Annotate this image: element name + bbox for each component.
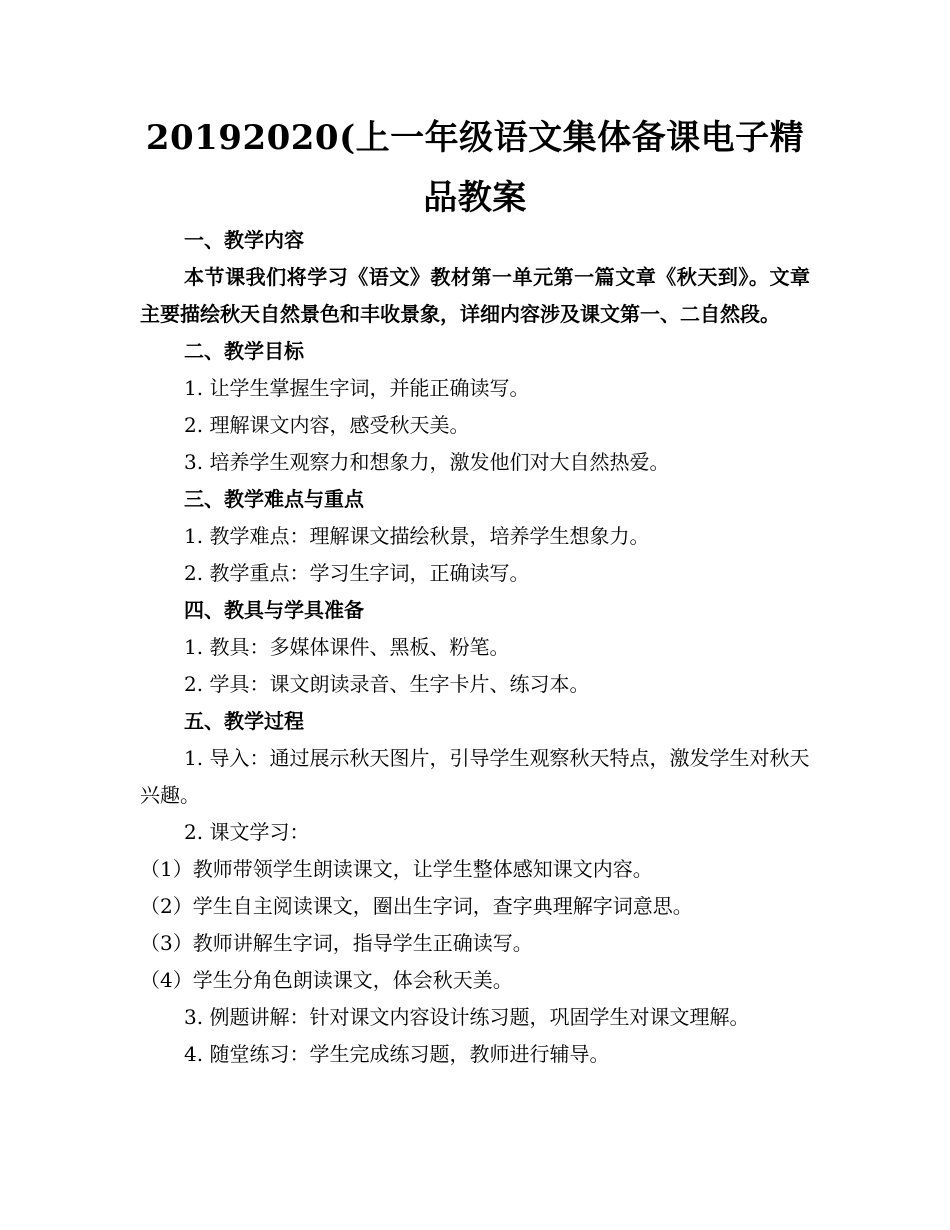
list-item: 3. 例题讲解：针对课文内容设计练习题，巩固学生对课文理解。 (184, 1005, 750, 1029)
document-title: 20192020(上一年级语文集体备课电子精品教案 (145, 118, 805, 218)
list-item: 2. 学具：课文朗读录音、生字卡片、练习本。 (184, 672, 590, 696)
sub-list-item: （1）教师带领学生朗读课文，让学生整体感知课文内容。 (140, 857, 653, 881)
list-item: 1. 教学难点：理解课文描绘秋景，培养学生想象力。 (184, 524, 650, 548)
document-body (140, 222, 810, 1073)
sub-list-item: （3）教师讲解生字词，指导学生正确读写。 (140, 931, 533, 955)
sub-list-item: （4）学生分角色朗读课文，体会秋天美。 (140, 968, 513, 992)
list-item: 3. 培养学生观察力和想象力，激发他们对大自然热爱。 (184, 450, 670, 474)
list-item: 1. 导入：通过展示秋天图片，引导学生观察秋天特点，激发学生对秋天兴趣。 (140, 746, 810, 807)
list-item: 1. 让学生掌握生字词，并能正确读写。 (184, 376, 530, 400)
section-heading-goals: 二、教学目标 (184, 339, 304, 363)
list-item: 2. 教学重点：学习生字词，正确读写。 (184, 561, 530, 585)
list-item: 4. 随堂练习：学生完成练习题，教师进行辅导。 (184, 1042, 610, 1066)
section-heading-process: 五、教学过程 (184, 709, 304, 733)
list-item: 2. 课文学习： (184, 820, 310, 844)
sub-list-item: （2）学生自主阅读课文，圈出生字词，查字典理解字词意思。 (140, 894, 693, 918)
section-heading-materials: 四、教具与学具准备 (184, 598, 364, 622)
list-item: 2. 理解课文内容，感受秋天美。 (184, 413, 470, 437)
section-heading-content: 一、教学内容 (184, 228, 304, 252)
section-heading-difficulties: 三、教学难点与重点 (184, 487, 364, 511)
list-item: 1. 教具：多媒体课件、黑板、粉笔。 (184, 635, 510, 659)
section-paragraph-content: 本节课我们将学习《语文》教材第一单元第一篇文章《秋天到》。文章主要描绘秋天自然景色和丰收景象，详细内容涉及课文第一、二自然段。 (140, 265, 810, 326)
